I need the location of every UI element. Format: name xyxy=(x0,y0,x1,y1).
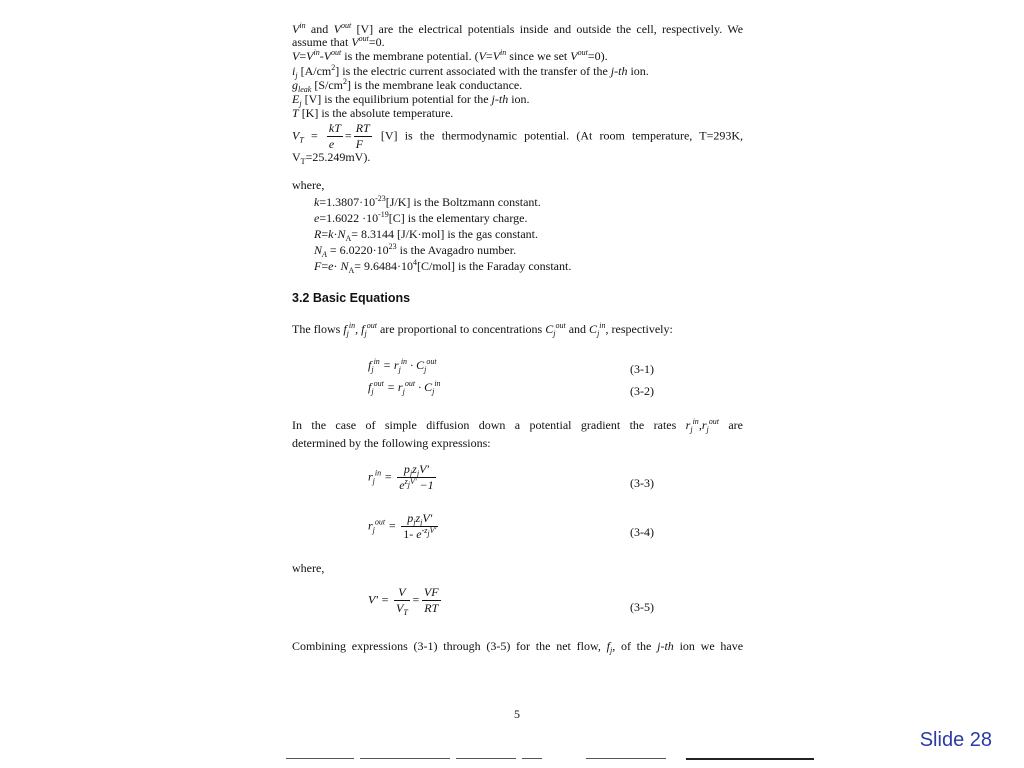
const-exp: 23 xyxy=(388,242,397,251)
def-current: $i_j$ $[A/cm^2]$ is the electric current associated with the transfer of the j-th ion. xyxy=(292,63,649,80)
def-membrane: $V=V^{in}-V^{out}$ is the membrane potential. ($V=V^{in}$ since we set $V^{out}=0$). xyxy=(292,48,608,63)
const-text: [J/K] is the Boltzmann constant. xyxy=(385,195,541,209)
para-text: ion we have xyxy=(679,639,744,653)
where-label: where, xyxy=(292,178,325,192)
def-text: ion. xyxy=(511,92,530,106)
def-assume: assume that $V^{out}=0$. xyxy=(292,34,385,49)
def-vin-vout: $V^{in}$ and $V^{out}$ [V] are the electrical potentials inside and outside the cell, respectively. We xyxy=(292,21,744,36)
equation-3-1: $f_j^{in} = r_j^{in} \cdot C_j^{out}$ xyxy=(368,357,437,374)
def-text: [S/cm xyxy=(314,78,343,92)
page-number: 5 xyxy=(514,707,520,721)
def-text: is the membrane potential. ( xyxy=(344,49,479,63)
fraction: $\frac{VF}{RT}$ xyxy=(423,585,439,615)
const-text: = 8.3144 [J/K·mol] is the gas constant. xyxy=(351,227,538,241)
const-e: $e=1.6022 \cdot 10^{-19}[C]$ is the elementary charge. xyxy=(314,210,528,225)
def-text: j-th xyxy=(491,92,509,106)
equation-3-5: V' = $\frac{V}{V_T}$ = $\frac{VF}{RT}$ xyxy=(368,585,439,617)
equation-number: (3-2) xyxy=(630,384,654,398)
equation-number: (3-4) xyxy=(630,525,654,539)
combining-paragraph: Combining expressions (3-1) through (3-5) for the net flow, $f_j$, of the j-th ion we have xyxy=(292,639,744,655)
para-text: are proportional to concentrations xyxy=(379,322,543,336)
def-text: [K] is the absolute temperature. xyxy=(301,106,454,120)
para-text: and xyxy=(568,322,587,336)
def-text: assume that xyxy=(292,35,349,49)
para-text: j-th xyxy=(657,639,674,653)
const-text: =1.3807·10 xyxy=(319,195,376,209)
diffusion-paragraph: In the case of simple diffusion down a potential gradient the rates $r_j^{in},r_j^{out}$ are xyxy=(292,417,743,434)
para-text: , respectively: xyxy=(605,322,673,336)
const-text: [C] is the elementary charge. xyxy=(388,211,528,225)
const-text: [C/mol] is the Faraday constant. xyxy=(417,259,572,273)
def-text: and xyxy=(310,22,329,36)
def-text: [V] are the electrical potentials inside and outside the cell, respectively. We xyxy=(356,22,744,36)
determined-text: determined by the following expressions: xyxy=(292,436,491,450)
equation-3-3: $r_j^{in}$ = $\frac{p_jz_jV'}{e^{z_jV'} -1}$ xyxy=(368,462,434,492)
def-text: [V] is the thermodynamic potential. (At room temperature, T=293K, xyxy=(380,128,743,143)
def-text: =25.249mV). xyxy=(305,150,371,164)
equation-number: (3-5) xyxy=(630,600,654,614)
section-heading: 3.2 Basic Equations xyxy=(292,291,411,305)
const-text: = 9.6484·10 xyxy=(354,259,414,273)
fraction: $\frac{RT}{F}$ xyxy=(355,121,370,151)
def-text: since we set xyxy=(509,49,568,63)
def-text: ] is the electric current associated with the transfer of the xyxy=(335,64,608,78)
para-text: are xyxy=(728,418,743,432)
para-text: The flows xyxy=(292,322,341,336)
flows-paragraph: The flows $f_j^{in}$, $f_j^{out}$ are proportional to concentrations $C_j^{out}$ and $C_j^{in}$, respectively: xyxy=(292,321,673,338)
def-text: =0). xyxy=(587,49,608,63)
def-gleak: $g_{leak}$ $[S/cm^2]$ is the membrane leak conductance. xyxy=(292,77,523,94)
def-text: j-th xyxy=(610,64,628,78)
def-text: =0. xyxy=(368,35,385,49)
equation-number: (3-3) xyxy=(630,476,654,490)
def-ej: $E_j$ [V] is the equilibrium potential for the j-th ion. xyxy=(292,92,530,108)
const-na: $N_A = 6.0220\cdot 10^{23}$ is the Avagadro number. xyxy=(314,242,517,259)
fraction: $\frac{kT}{e}$ xyxy=(328,121,341,151)
scan-edge-line xyxy=(286,758,814,760)
equation-3-2: $f_j^{out} = r_j^{out} \cdot C_j^{in}$ xyxy=(368,379,441,396)
def-vt-value: $V_T=25.249mV$). xyxy=(292,150,371,166)
fraction: $\frac{V}{V_T}$ xyxy=(396,585,408,617)
const-r: $R=k\cdot N_A= 8.3144$ [J/K·mol] is the gas constant. xyxy=(314,227,538,243)
para-text: , of the xyxy=(612,639,652,653)
fraction: $\frac{p_jz_jV'}{e^{z_jV'} -1}$ xyxy=(399,462,434,492)
equation-number: (3-1) xyxy=(630,362,654,376)
const-exp: 4 xyxy=(413,258,418,267)
def-text: ion. xyxy=(630,64,649,78)
const-text: is the Avagadro number. xyxy=(399,243,517,257)
where-label-2: where, xyxy=(292,561,325,575)
def-text: [V] is the equilibrium potential for the xyxy=(304,92,489,106)
para-text: In the case of simple diffusion down a potential gradient the rates xyxy=(292,418,677,432)
def-t: T [K] is the absolute temperature. xyxy=(292,106,454,120)
para-text: Combining expressions (3-1) through (3-5) for the net flow, xyxy=(292,639,601,653)
fraction: $\frac{p_jz_jV'}{1- e^{-z_jV'}}$ xyxy=(403,511,437,541)
def-vt: $V_T$ = $\frac{kT}{e}$ = $\frac{RT}{F}$ [V] is the thermodynamic potential. (At room temperature, T=293K, xyxy=(292,121,743,151)
def-text: [A/cm xyxy=(300,64,332,78)
const-text: =1.6022 ·10 xyxy=(319,211,379,225)
equation-3-4: $r_j^{out}$ = $\frac{p_jz_jV'}{1- e^{-z_jV'}}$ xyxy=(368,511,437,541)
const-exp: -23 xyxy=(375,194,386,203)
slide-label: Slide 28 xyxy=(919,729,992,751)
const-text: = 6.0220·10 xyxy=(329,243,389,257)
def-text: ] is the membrane leak conductance. xyxy=(347,78,523,92)
const-exp: -19 xyxy=(378,210,389,219)
const-k: $k=1.3807\cdot 10^{-23}[J/K]$ is the Boltzmann constant. xyxy=(314,194,541,209)
const-f: $F=e\cdot N_A= 9.6484\cdot 10^4[C/mol]$ is the Faraday constant. xyxy=(314,258,572,275)
